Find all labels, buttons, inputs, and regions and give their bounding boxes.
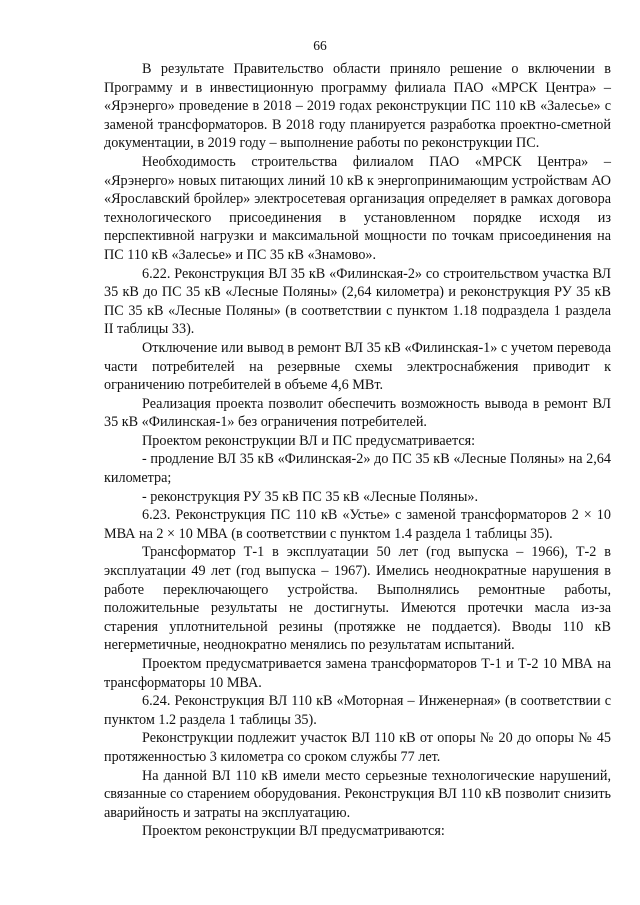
paragraph: Необходимость строительства филиалом ПАО «МРСК Центра» – «Ярэнерго» новых питающих линий 10 кВ к энергопринимающим устройствам АО «Ярославский бройлер» электросетевая организация определяет в рамках договора технологического присоединения в установленном порядке исходя из перспективной нагрузки и максимальной мощности по точкам присоединения на ПС 110 кВ «Залесье» и ПС 35 кВ «Знамово». <box>104 153 611 263</box>
paragraph: Реконструкции подлежит участок ВЛ 110 кВ от опоры № 20 до опоры № 45 протяженностью 3 километра со сроком службы 77 лет. <box>104 730 611 765</box>
paragraph: Проектом реконструкции ВЛ предусматриваются: <box>142 823 445 840</box>
list-item: - продление ВЛ 35 кВ «Филинская-2» до ПС 35 кВ «Лесные Поляны» на 2,64 километра; <box>104 451 611 487</box>
paragraph: 6.24. Реконструкция ВЛ 110 кВ «Моторная – Инженерная» (в соответствии с пунктом 1.2 раздела 1 таблицы 35). <box>104 693 611 728</box>
list-item: - реконструкция РУ 35 кВ ПС 35 кВ «Лесные Поляны». <box>142 488 479 505</box>
paragraph: Проектом реконструкции ВЛ и ПС предусматривается: <box>142 432 476 449</box>
page-number: 66 <box>313 38 327 53</box>
paragraph: В результате Правительство области приняло решение о включении в Программу и в инвестиционную программу филиала ПАО «МРСК Центра» – «Ярэнерго» проведение в 2018 – 2019 годах реконструкции ПС 110 кВ «Залесье» с заменой трансформаторов. В 2018 году планируется разработка проектно-сметной документации, в 2019 году – выполнение работы по реконструкции ПС. <box>104 61 611 152</box>
paragraph: 6.23. Реконструкция ПС 110 кВ «Устье» с заменой трансформаторов 2 × 10 МВА на 2 × 10 МВА (в соответствии с пунктом 1.4 раздела 1 таблицы 35). <box>104 507 611 542</box>
paragraph: Отключение или вывод в ремонт ВЛ 35 кВ «Филинская-1» с учетом перевода части потребителей на резервные схемы электроснабжения приводит к ограничению потребителей в объеме 4,6 МВт. <box>104 339 611 394</box>
paragraph: Реализация проекта позволит обеспечить возможность вывода в ремонт ВЛ 35 кВ «Филинская-1» без ограничения потребителей. <box>104 395 611 431</box>
paragraph: На данной ВЛ 110 кВ имели место серьезные технологические нарушений, связанные со старением оборудования. Реконструкция ВЛ 110 кВ позволит снизить аварийность и затраты на эксплуатацию. <box>104 767 611 821</box>
paragraph: 6.22. Реконструкция ВЛ 35 кВ «Филинская-2» со строительством участка ВЛ 35 кВ до ПС 35 кВ «Лесные Поляны» (2,64 километра) и реконструкция РУ 35 кВ ПС 35 кВ «Лесные Поляны» (в соответствии с пунктом 1.18 подраздела 1 раздела II таблицы 33). <box>104 265 611 338</box>
document-body <box>104 60 611 841</box>
paragraph: Трансформатор Т-1 в эксплуатации 50 лет (год выпуска – 1966), Т-2 в эксплуатации 49 лет (год выпуска – 1967). Имелись неоднократные нарушения в работе переключающего устройства. Выполнялись ремонтные работы, положительные результаты не достигнуты. Имеются протечки масла из-за старения уплотнительной резины (протяжке не поддается). Вводы 110 кВ негерметичные, неоднократно менялись по результатам испытаний. <box>104 544 611 654</box>
paragraph: Проектом предусматривается замена трансформаторов Т-1 и Т-2 10 МВА на трансформаторы 10 МВА. <box>104 656 611 691</box>
